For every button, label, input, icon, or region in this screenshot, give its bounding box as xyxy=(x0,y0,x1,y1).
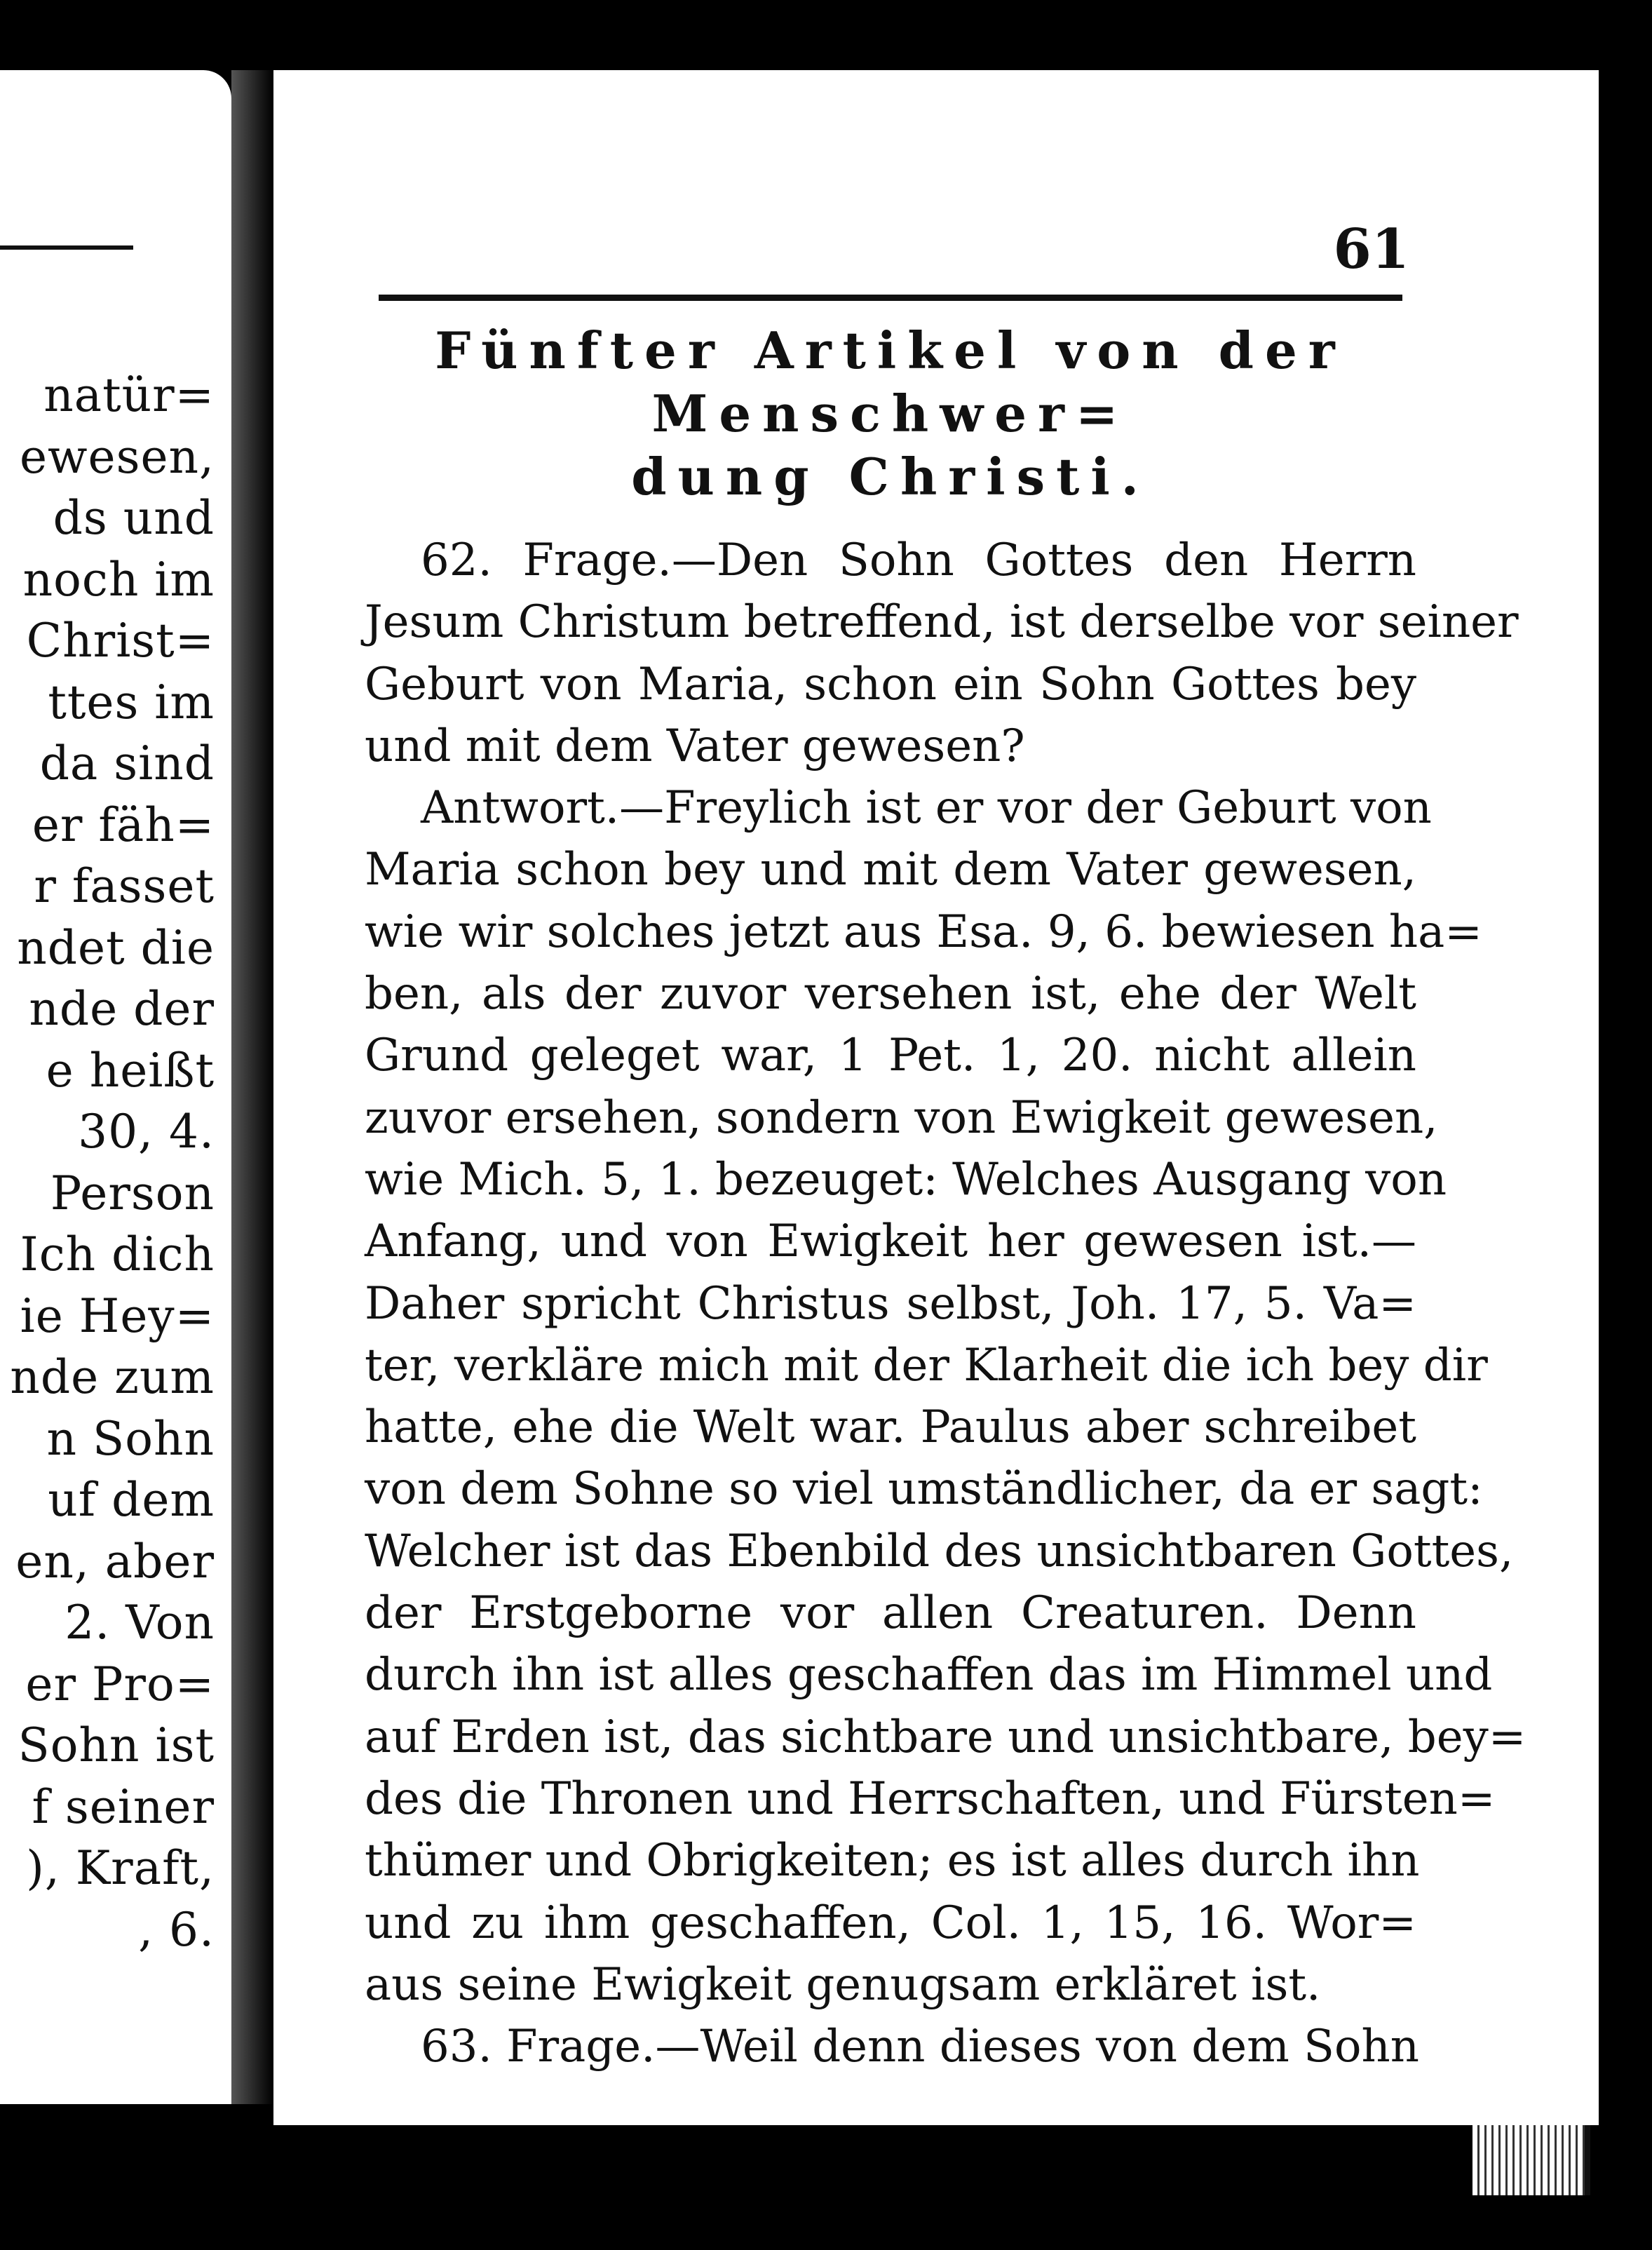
previous-page-line: en, aber xyxy=(15,1534,215,1589)
previous-page-line: Ich dich xyxy=(20,1227,215,1281)
previous-page-line: nde der xyxy=(29,982,215,1036)
previous-page-line: r fasset xyxy=(34,859,215,913)
text-line: ben, als der zuvor versehen ist, ehe der Welt xyxy=(365,968,1416,1020)
text-line: 63. Frage.—Weil denn dieses von dem Sohn xyxy=(421,2021,1419,2073)
text-line: der Erstgeborne vor allen Creaturen. Denn xyxy=(365,1587,1416,1640)
text-line: Antwort.—Freylich ist er vor der Geburt von xyxy=(421,782,1432,835)
previous-page-line: , 6. xyxy=(138,1902,215,1957)
text-line: wie wir solches jetzt aus Esa. 9, 6. bewiesen ha= xyxy=(365,905,1482,958)
body-text xyxy=(365,530,1526,2077)
previous-page-line: f seiner xyxy=(32,1779,215,1834)
chapter-title-line-2: dung Christi. xyxy=(631,447,1150,506)
text-line: aus seine Ewigkeit genugsam erkläret ist. xyxy=(365,1958,1321,2011)
paragraph xyxy=(365,2016,1419,2077)
previous-page-line: ndet die xyxy=(17,920,215,975)
previous-page-line: ds und xyxy=(53,491,215,545)
text-line: wie Mich. 5, 1. bezeuget: Welches Ausgang von xyxy=(365,1153,1447,1206)
previous-page-fragment xyxy=(0,70,231,2104)
text-line: Geburt von Maria, schon ein Sohn Gottes bey xyxy=(365,658,1416,710)
text-line: zuvor ersehen, sondern von Ewigkeit gewesen, xyxy=(365,1091,1438,1144)
page-number: 61 xyxy=(1333,217,1409,281)
paragraph xyxy=(365,530,1519,777)
current-page xyxy=(273,70,1599,2125)
text-line: von dem Sohne so viel umständlicher, da er sagt: xyxy=(365,1463,1483,1516)
previous-page-line: ttes im xyxy=(48,675,215,729)
previous-page-line: 30, 4. xyxy=(78,1105,215,1159)
text-line: Anfang, und von Ewigkeit her gewesen ist.— xyxy=(365,1215,1416,1268)
previous-page-line: n Sohn xyxy=(46,1411,215,1466)
text-line: und zu ihm geschaffen, Col. 1, 15, 16. Wor= xyxy=(365,1897,1416,1949)
text-line: ter, verkläre mich mit der Klarheit die ich bey dir xyxy=(365,1339,1488,1392)
previous-page-text xyxy=(10,365,215,1960)
previous-page-line: ie Hey= xyxy=(20,1288,215,1343)
previous-page-line: er fäh= xyxy=(32,797,215,852)
text-line: 62. Frage.—Den Sohn Gottes den Herrn xyxy=(421,534,1416,586)
previous-page-line: er Pro= xyxy=(25,1657,215,1711)
text-line: Daher spricht Christus selbst, Joh. 17, 5. Va= xyxy=(365,1277,1416,1330)
previous-page-line: da sind xyxy=(39,736,215,790)
previous-page-line: Sohn ist xyxy=(18,1718,215,1772)
text-line: hatte, ehe die Welt war. Paulus aber schreibet xyxy=(365,1401,1416,1454)
book-gutter xyxy=(231,70,273,2104)
page-content xyxy=(365,319,1526,2077)
text-line: Welcher ist das Ebenbild des unsichtbaren Gottes, xyxy=(365,1525,1514,1577)
previous-page-line: Person xyxy=(50,1166,215,1220)
text-line: thümer und Obrigkeiten; es ist alles durch ihn xyxy=(365,1835,1420,1887)
header-rule xyxy=(379,295,1402,301)
previous-page-line: Christ= xyxy=(26,614,215,668)
text-line: durch ihn ist alles geschaffen das im Himmel und xyxy=(365,1649,1493,1702)
previous-page-line: nde zum xyxy=(10,1350,215,1404)
previous-page-line: ), Kraft, xyxy=(26,1841,215,1895)
paragraph xyxy=(365,777,1526,2016)
text-line: Maria schon bey und mit dem Vater gewesen, xyxy=(365,844,1416,896)
text-line: auf Erden ist, das sichtbare und unsichtbare, bey= xyxy=(365,1711,1526,1763)
text-line: Jesum Christum betreffend, ist derselbe vor seiner xyxy=(365,596,1519,649)
previous-page-line: ewesen, xyxy=(19,429,215,484)
previous-page-line: 2. Von xyxy=(65,1596,215,1650)
previous-page-header-rule xyxy=(0,245,133,250)
text-line: Grund geleget war, 1 Pet. 1, 20. nicht allein xyxy=(365,1030,1416,1082)
previous-page-line: uf dem xyxy=(48,1473,215,1527)
chapter-title xyxy=(365,319,1416,508)
chapter-title-line-1: Fünfter Artikel von der Menschwer= xyxy=(435,321,1346,443)
previous-page-line: e heißt xyxy=(46,1043,215,1098)
previous-page-line: noch im xyxy=(22,552,215,607)
text-line: des die Thronen und Herrschaften, und Fürsten= xyxy=(365,1772,1496,1825)
previous-page-line: natür= xyxy=(43,368,215,422)
text-line: und mit dem Vater gewesen? xyxy=(365,720,1025,772)
